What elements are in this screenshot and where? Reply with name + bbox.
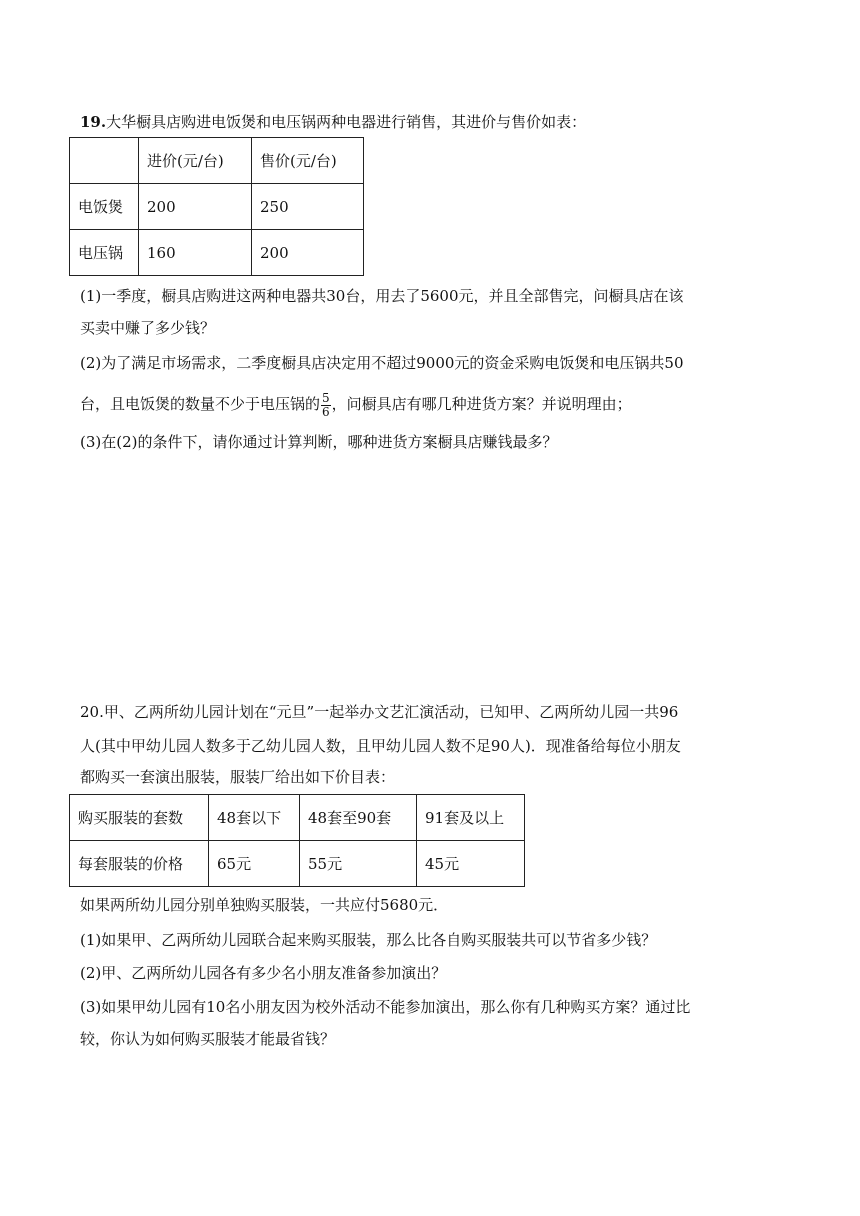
- q20-table-cell-1-0: 每套服装的价格: [70, 841, 209, 887]
- q19-price-table: [69, 137, 364, 276]
- q19-intro: [80, 112, 586, 132]
- q19-part1-line2: 买卖中赚了多少钱？: [80, 319, 216, 337]
- q20-part1: (1)如果甲、乙两所幼儿园联合起来购买服装，那么比各自购买服装共可以节省多少钱？: [80, 931, 657, 949]
- q19-table-header-2: 售价(元/台): [252, 138, 364, 184]
- q19-table-cell-1-0: 电压锅: [70, 230, 139, 276]
- q19-fraction: [321, 392, 331, 419]
- q20-intro-line2: 人(其中甲幼儿园人数多于乙幼儿园人数，且甲幼儿园人数不足90人)．现准备给每位小朋友: [80, 737, 681, 755]
- q20-table-cell-1-1: 65元: [209, 841, 300, 887]
- q19-number: 19.: [80, 113, 107, 131]
- q19-part2-text-a: 台，且电饭煲的数量不少于电压锅的: [80, 395, 321, 413]
- q19-table-header-1: 进价(元/台): [139, 138, 252, 184]
- q19-table-cell-1-2: 200: [252, 230, 364, 276]
- q20-table-cell-0-2: 48套至90套: [300, 795, 417, 841]
- q19-part3: (3)在(2)的条件下，请你通过计算判断，哪种进货方案橱具店赚钱最多？: [80, 433, 558, 451]
- q19-table-header-0: [70, 138, 139, 184]
- q19-part2-line2: [80, 390, 632, 419]
- q19-table-cell-0-2: 250: [252, 184, 364, 230]
- q20-part2: (2)甲、乙两所幼儿园各有多少名小朋友准备参加演出？: [80, 964, 447, 982]
- q20-intro-line3: 都购买一套演出服装，服装厂给出如下价目表：: [80, 768, 396, 786]
- q19-table-cell-0-1: 200: [139, 184, 252, 230]
- q19-part1-line1: (1)一季度，橱具店购进这两种电器共30台，用去了5600元，并且全部售完，问橱具店在该: [80, 287, 684, 305]
- q20-part3-line1: (3)如果甲幼儿园有10名小朋友因为校外活动不能参加演出，那么你有几种购买方案？通过比: [80, 998, 691, 1016]
- q19-part2-line1: (2)为了满足市场需求，二季度橱具店决定用不超过9000元的资金采购电饭煲和电压锅共50: [80, 354, 684, 372]
- q20-table-cell-0-0: 购买服装的套数: [70, 795, 209, 841]
- q20-part3-line2: 较，你认为如何购买服装才能最省钱？: [80, 1030, 336, 1048]
- q19-table-cell-0-0: 电饭煲: [70, 184, 139, 230]
- q20-table-cell-0-3: 91套及以上: [417, 795, 525, 841]
- q19-intro-text: 大华橱具店购进电饭煲和电压锅两种电器进行销售，其进价与售价如表：: [106, 113, 587, 131]
- q20-table-cell-1-2: 55元: [300, 841, 417, 887]
- q20-intro-line1: 20.甲、乙两所幼儿园计划在“元旦”一起举办文艺汇演活动，已知甲、乙两所幼儿园一共96: [80, 703, 679, 721]
- q20-table-cell-1-3: 45元: [417, 841, 525, 887]
- q20-price-table: [69, 794, 525, 887]
- q19-fraction-denominator: 6: [322, 404, 330, 419]
- q19-table-cell-1-1: 160: [139, 230, 252, 276]
- q19-part2-text-b: ，问橱具店有哪几种进货方案？并说明理由；: [331, 395, 632, 413]
- q20-after-table: 如果两所幼儿园分别单独购买服装，一共应付5680元．: [80, 896, 449, 914]
- q20-table-cell-0-1: 48套以下: [209, 795, 300, 841]
- q19-fraction-numerator: 5: [322, 390, 330, 405]
